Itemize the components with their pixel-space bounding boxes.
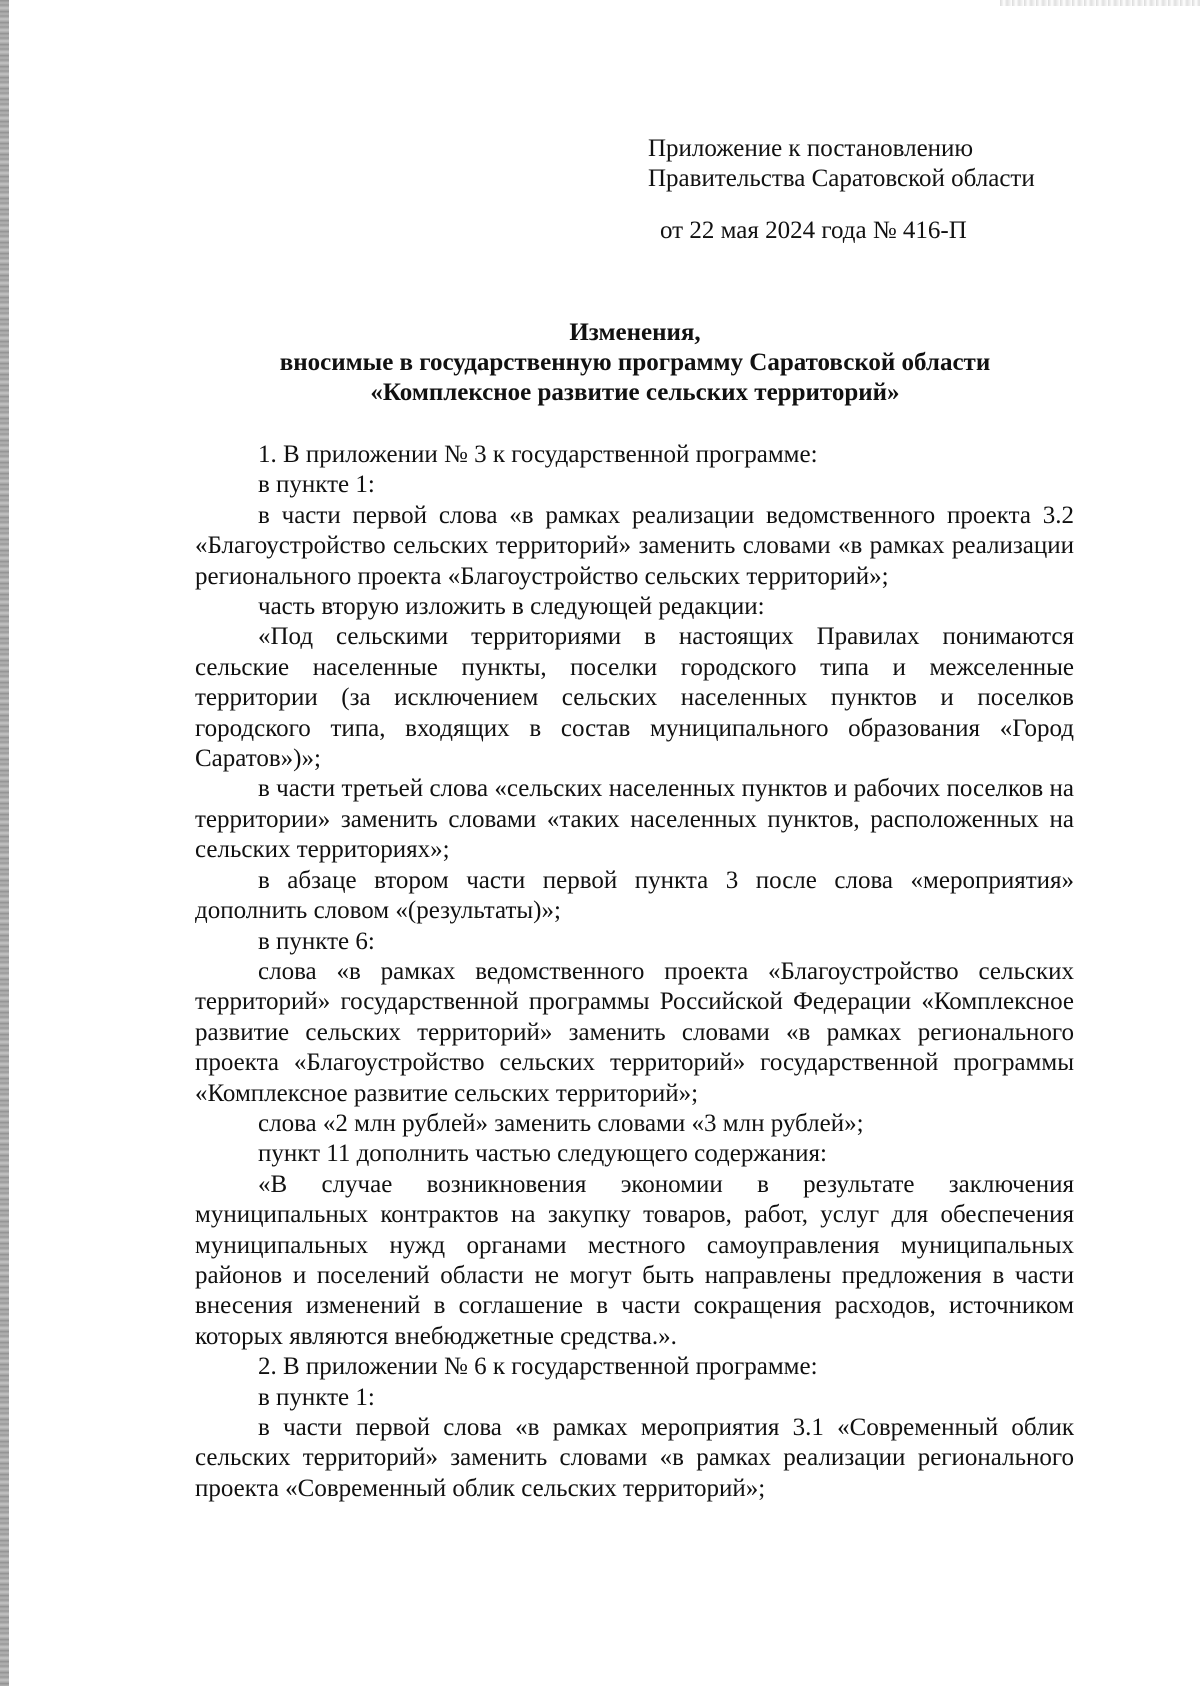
title-line-2: вносимые в государственную программу Саратовской области bbox=[279, 349, 991, 376]
paragraph: 1. В приложении № 3 к государственной программе: bbox=[258, 441, 818, 468]
paragraph: в абзаце втором части первой пункта 3 после слова «мероприятия» дополнить словом «(результаты)»; bbox=[195, 866, 1074, 925]
paragraph: в части третьей слова «сельских населенных пунктов и рабочих поселков на территории» заменить словами «таких населенных пунктов, расположенных на сельских территориях»; bbox=[195, 775, 1074, 864]
paragraph: в пункте 6: bbox=[258, 927, 375, 955]
paragraph: в части первой слова «в рамках мероприятия 3.1 «Современный облик сельских территорий» заменить словами «в рамках реализации регионального проекта «Современный облик сельских территорий»; bbox=[195, 1414, 1074, 1502]
paragraph: «Под сельскими территориями в настоящих Правилах понимаются сельские населенные пункты, поселки городского типа и межселенные территории (за исключением сельских населенных пунктов и поселков городского типа, входящих в состав муниципального образования «Город Саратов»)»; bbox=[195, 623, 1074, 773]
paragraph: в пункте 1: bbox=[258, 471, 375, 499]
header-line-2: Правительства Саратовской области bbox=[648, 165, 1035, 192]
paragraph: в пункте 1: bbox=[258, 1383, 375, 1411]
paragraph: «В случае возникновения экономии в результате заключения муниципальных контрактов на закупку товаров, работ, услуг для обеспечения муниципальных нужд органами местного самоуправления муниципальных районов и поселений области не могут быть направлены предложения в части внесения изменений в соглашение в части сокращения расходов, источником которых являются внебюджетные средства.». bbox=[195, 1170, 1074, 1350]
appendix-header bbox=[648, 134, 1108, 194]
title-line-3: «Комплексное развитие сельских территорий» bbox=[370, 379, 900, 406]
scan-top-artifact bbox=[1000, 0, 1200, 6]
document-title bbox=[195, 318, 1075, 408]
header-date-line: от 22 мая 2024 года № 416-П bbox=[660, 217, 967, 244]
document-body bbox=[195, 440, 1074, 1504]
scan-edge-artifact bbox=[0, 0, 9, 1686]
title-line-1: Изменения, bbox=[569, 319, 701, 346]
paragraph: слова «в рамках ведомственного проекта «Благоустройство сельских территорий» государственной программы Российской Федерации «Комплексное развитие сельских территорий» заменить словами «в рамках регионального проекта «Благоустройство сельских территорий» государственной программы «Комплексное развитие сельских территорий»; bbox=[195, 957, 1074, 1107]
paragraph: часть вторую изложить в следующей редакции: bbox=[258, 593, 765, 621]
paragraph: 2. В приложении № 6 к государственной программе: bbox=[258, 1353, 818, 1381]
header-line-1: Приложение к постановлению bbox=[648, 135, 974, 162]
paragraph: слова «2 млн рублей» заменить словами «3 млн рублей»; bbox=[258, 1109, 864, 1137]
paragraph: пункт 11 дополнить частью следующего содержания: bbox=[258, 1140, 827, 1168]
paragraph: в части первой слова «в рамках реализации ведомственного проекта 3.2 «Благоустройство сельских территорий» заменить словами «в рамках реализации регионального проекта «Благоустройство сельских территорий»; bbox=[195, 501, 1074, 590]
